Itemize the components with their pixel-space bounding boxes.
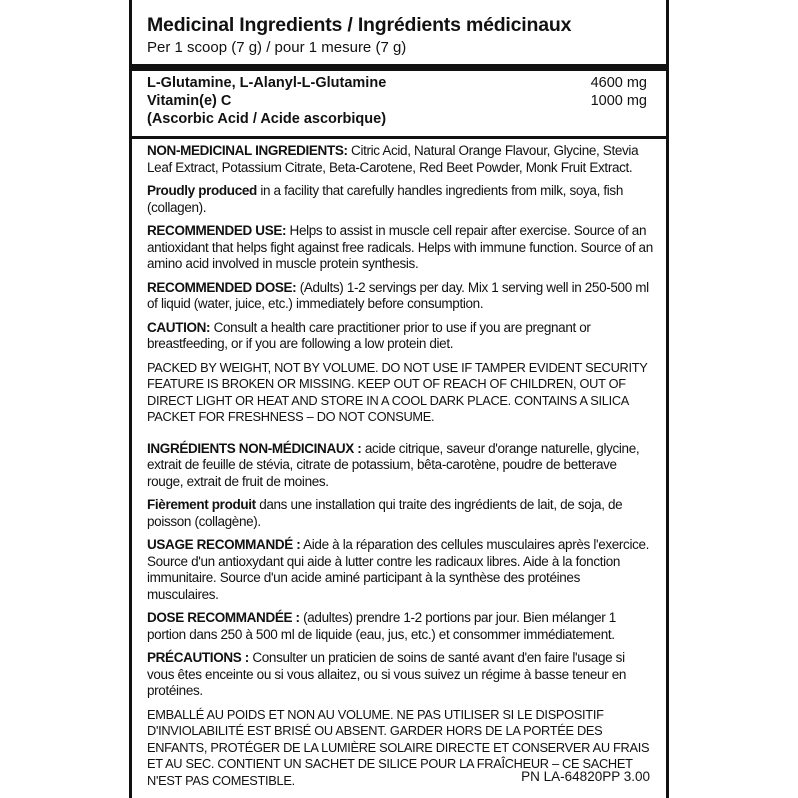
ingredient-label-panel <box>129 0 669 798</box>
ingredient-amount: 1000 mg <box>590 93 647 109</box>
non-medicinal-ingredients-en <box>147 143 653 176</box>
section-heading: INGRÉDIENTS NON-MÉDICINAUX : <box>147 440 362 456</box>
ingredient-row <box>147 92 653 110</box>
non-medicinal-ingredients-fr <box>147 441 653 491</box>
thick-divider <box>132 64 666 71</box>
section-text: (adultes) prendre 1-2 portions par jour. Bien mélanger 1 portion dans 250 à 500 ml de liquide (eau, jus, etc.) et consommer immédiatement. <box>147 610 616 642</box>
section-text: acide citrique, saveur d'orange naturelle, glycine, extrait de feuille de stévia, citrate de potassium, bêta-carotène, poudre de betterave rouge, extrait de fruit de moines. <box>147 440 640 489</box>
section-heading: RECOMMENDED USE: <box>147 223 287 238</box>
label-body-text <box>147 139 653 789</box>
caution-fr <box>147 650 653 700</box>
panel-title: Medicinal Ingredients / Ingrédients médicinaux <box>147 14 572 36</box>
section-heading: RECOMMENDED DOSE: <box>147 279 297 295</box>
ingredient-row <box>147 110 653 128</box>
section-text: dans une installation qui traite des ingrédients de lait, de soja, de poisson (collagène). <box>147 497 623 529</box>
caution-en <box>147 320 653 353</box>
serving-size: Per 1 scoop (7 g) / pour 1 mesure (7 g) <box>147 39 407 56</box>
ingredient-amount <box>647 110 653 128</box>
ingredient-row <box>147 74 653 92</box>
section-text: Citric Acid, Natural Orange Flavour, Glycine, Stevia Leaf Extract, Potassium Citrate, Beta-Carotene, Red Beet Powder, Monk Fruit Extract. <box>147 143 639 175</box>
section-heading: Fièrement produit <box>147 497 256 512</box>
recommended-use-en <box>147 223 653 273</box>
facility-statement-fr <box>147 497 653 530</box>
packed-by-weight-fr: EMBALLÉ AU POIDS ET NON AU VOLUME. NE PAS UTILISER SI LE DISPOSITIF D'INVIOLABILITÉ EST BRISÉ OU ABSENT. GARDER HORS DE LA PORTÉE DES ENFANTS, PROTÉGER DE LA LUMIÈRE SOLAIRE DIRECTE ET CONSERVER AU FRAIS ET AU SEC. CONTIENT UN SACHET DE SILICE POUR LA FRAÎCHEUR – CE SACHET N'EST PAS COMESTIBLE. <box>147 706 650 788</box>
section-heading: NON-MEDICINAL INGREDIENTS: <box>147 143 348 158</box>
section-heading: USAGE RECOMMANDÉ : <box>147 537 301 552</box>
ingredient-amount: 4600 mg <box>590 75 647 91</box>
section-text: (Adults) 1-2 servings per day. Mix 1 serving well in 250-500 ml of liquid (water, juice, etc.) immediately before consumption. <box>147 279 649 311</box>
packed-by-weight-en: PACKED BY WEIGHT, NOT BY VOLUME. DO NOT USE IF TAMPER EVIDENT SECURITY FEATURE IS BROKEN OR MISSING. KEEP OUT OF REACH OF CHILDREN, OUT OF DIRECT LIGHT OR HEAT AND STORE IN A COOL DARK PLACE. CONTAINS A SILICA PACKET FOR FRESHNESS – DO NOT CONSUME. <box>147 359 648 424</box>
medicinal-ingredients-table <box>147 74 653 128</box>
ingredient-name: (Ascorbic Acid / Acide ascorbique) <box>147 111 387 127</box>
facility-statement-en <box>147 183 653 216</box>
section-text: Consult a health care practitioner prior to use if you are pregnant or breastfeeding, or if you are following a low protein diet. <box>147 319 591 351</box>
recommended-dose-fr <box>147 610 653 643</box>
section-heading: DOSE RECOMMANDÉE : <box>147 610 300 625</box>
section-text: Helps to assist in muscle cell repair after exercise. Source of an antioxidant that helps fight against free radicals. Helps with immune function. Source of an amino acid involved in muscle protein synthesis. <box>147 223 653 271</box>
ingredient-name: L-Glutamine, L-Alanyl-L-Glutamine <box>147 75 387 91</box>
section-heading: Proudly produced <box>147 183 257 198</box>
language-gap <box>147 433 653 441</box>
recommended-use-fr <box>147 537 653 603</box>
section-heading: PRÉCAUTIONS : <box>147 650 249 665</box>
section-text: Consulter un praticien de soins de santé avant d'en faire l'usage si vous êtes enceinte ou si vous allaitez, ou si vous suivez un régime à basse teneur en protéines. <box>147 650 627 698</box>
section-heading: CAUTION: <box>147 319 211 335</box>
ingredient-name: Vitamin(e) C <box>147 93 232 109</box>
recommended-dose-en <box>147 280 653 313</box>
part-number: PN LA-64820PP 3.00 <box>521 769 650 784</box>
section-text: in a facility that carefully handles ingredients from milk, soya, fish (collagen). <box>147 183 623 215</box>
section-text: Aide à la réparation des cellules musculaires après l'exercice. Source d'un antioxydant qui aide à lutter contre les radicaux libres. Aide à la fonction immunitaire. Source d'un acide aminé participant à la synthèse des protéines musculaires. <box>147 537 650 602</box>
